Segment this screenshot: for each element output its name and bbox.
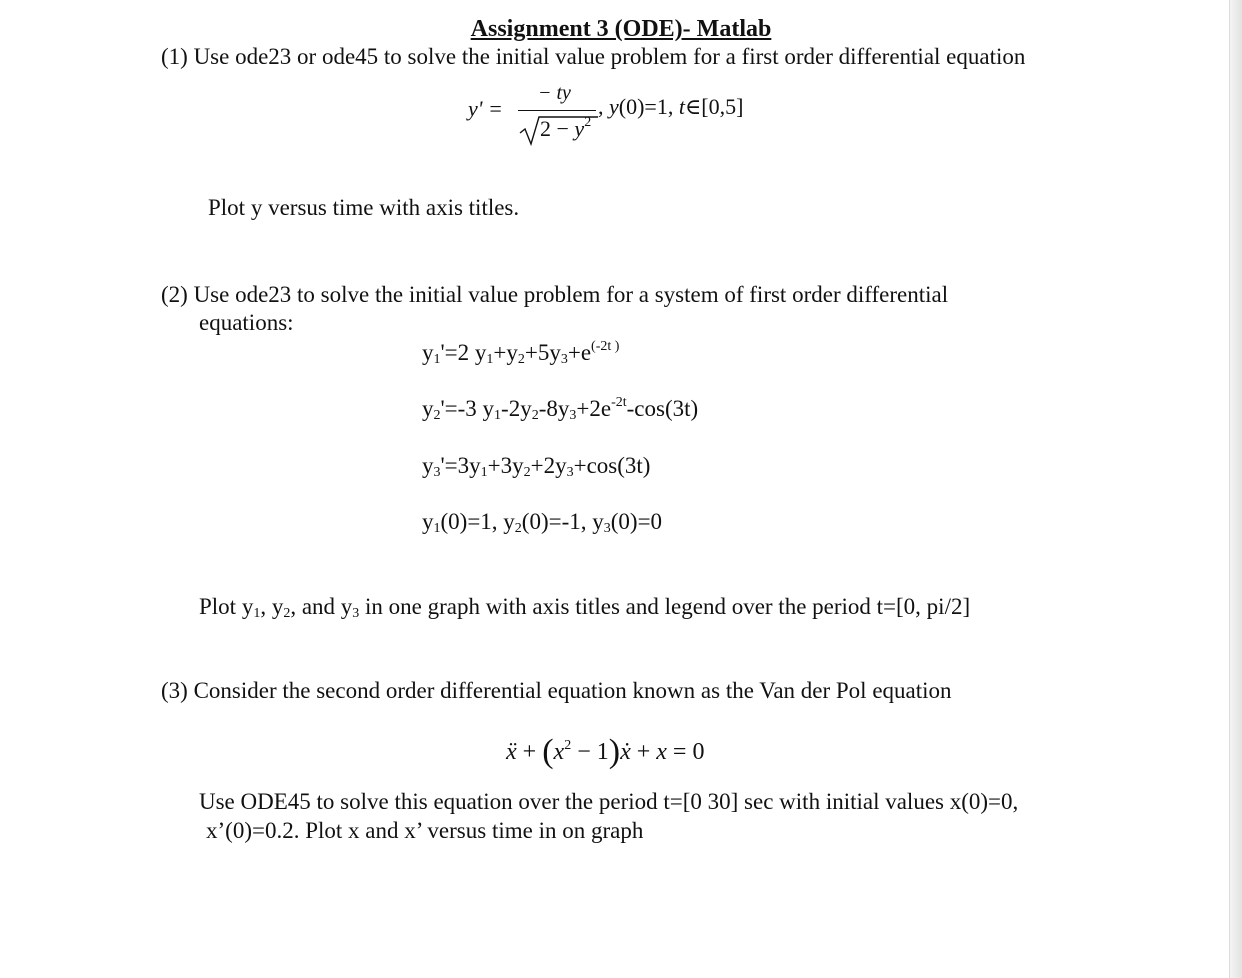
equation-rhs: , y(0)=1, t∈[0,5] [598,94,744,119]
page-title: Assignment 3 (ODE)- Matlab [470,16,772,42]
equation-denominator: $2 - y^2$ [540,115,592,141]
problem-3-text: (3) Consider the second order differential equation known as the Van der Pol equation [161,678,952,703]
fraction-bar [518,110,596,111]
problem-3-use-line2: x’(0)=0.2. Plot x and x’ versus time in on graph [206,818,644,843]
problem-3-use-line1: Use ODE45 to solve this equation over the period t=[0 30] sec with initial values x(0)=0, [199,789,1019,814]
equation-numerator: − ty [538,82,571,104]
problem-2-text-line2: equations: [199,310,294,335]
problem-1-plot-text: Plot y versus time with axis titles. [208,195,520,220]
equation-lhs: y' = [468,96,503,121]
problem-1-text: (1) Use ode23 or ode45 to solve the initial value problem for a first order differential equation [161,44,1026,69]
equation-y1: $y_1'=2$ $y_1+y_2+5y_3+e^{(-2t )}$ [422,339,620,367]
equation-y3: $y_3'=3y_1+3y_2+2y_3+\cos(3t)$ [422,453,651,480]
page-edge [1229,0,1242,978]
initial-conditions: $y_1(0)=1$, $y_2(0)=-1$, $y_3(0)=0$ [422,509,663,536]
van-der-pol-equation: ẍ + ($x^2$ − 1)ẋ + x = 0 [506,733,705,770]
problem-2-plot-text: Plot $y_1$, $y_2$, and $y_3$ in one graph with axis titles and legend over the period t=[0, pi/2] [199,594,971,621]
problem-2-text-line1: (2) Use ode23 to solve the initial value problem for a system of first order differential [161,282,949,307]
equation-y2: $y_2'=-3$ $y_1-2y_2-8y_3+2e^{-2t}-\cos(3t)$ [422,395,699,423]
